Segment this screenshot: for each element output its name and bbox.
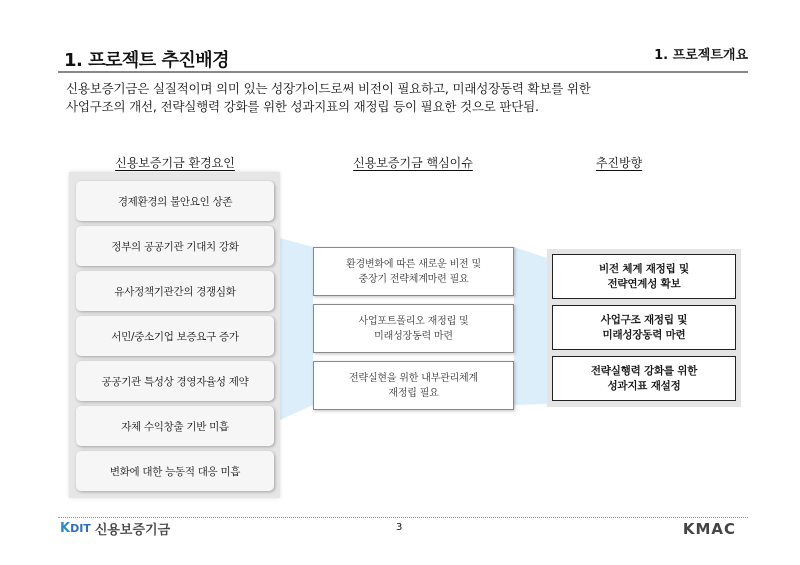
factor-item: 경제환경의 불안요인 상존	[76, 181, 274, 221]
factors-heading: 신용보증기금 환경요인	[115, 156, 235, 170]
direction-box: 비전 체계 재정립 및 전략연계성 확보	[552, 254, 736, 299]
direction-heading: 추진방향	[595, 156, 643, 170]
intro-line-1: 신용보증기금은 실질적이며 의미 있는 성장가이드로써 비전이 필요하고, 미래성장동력 확보를 위한	[66, 81, 591, 96]
factor-item: 변화에 대한 능동적 대응 미흡	[76, 451, 274, 491]
section-label: 1. 프로젝트개요	[654, 48, 748, 63]
factor-item: 서민/중소기업 보증요구 증가	[76, 316, 274, 356]
kodit-logo	[60, 519, 170, 538]
factor-item: 유사정책기관간의 경쟁심화	[76, 271, 274, 311]
issue-box: 환경변화에 따른 새로운 비전 및 중장기 전략체계마련 필요	[313, 247, 514, 296]
factor-item: 정부의 공공기관 기대치 강화	[76, 226, 274, 266]
page-number: 3	[396, 522, 403, 533]
intro-line-2: 사업구조의 개선, 전략실행력 강화를 위한 성과지표의 재정립 등이 필요한 것으로 판단됨.	[66, 99, 539, 114]
factor-item: 공공기관 특성상 경영자율성 제약	[76, 361, 274, 401]
page-title: 1. 프로젝트 추진배경	[64, 50, 229, 71]
left-funnel	[280, 238, 313, 420]
kodit-logo-text: DIT	[70, 522, 91, 535]
direction-box: 사업구조 재정립 및 미래성장동력 마련	[552, 305, 736, 350]
kmac-logo: KMAC	[682, 520, 736, 538]
issue-box: 사업포트폴리오 재정립 및 미래성장동력 마련	[313, 304, 514, 353]
kodit-logo-mark: K	[60, 521, 71, 536]
issue-box: 전략실현을 위한 내부관리체계 재정립 필요	[313, 361, 514, 410]
direction-box: 전략실행력 강화를 위한 성과지표 재설정	[552, 356, 736, 401]
org-name: 신용보증기금	[94, 523, 171, 538]
footer-divider	[58, 517, 748, 518]
factor-item: 자체 수익창출 기반 미흡	[76, 406, 274, 446]
issues-heading: 신용보증기금 핵심이슈	[353, 156, 473, 170]
right-funnel	[514, 247, 547, 405]
